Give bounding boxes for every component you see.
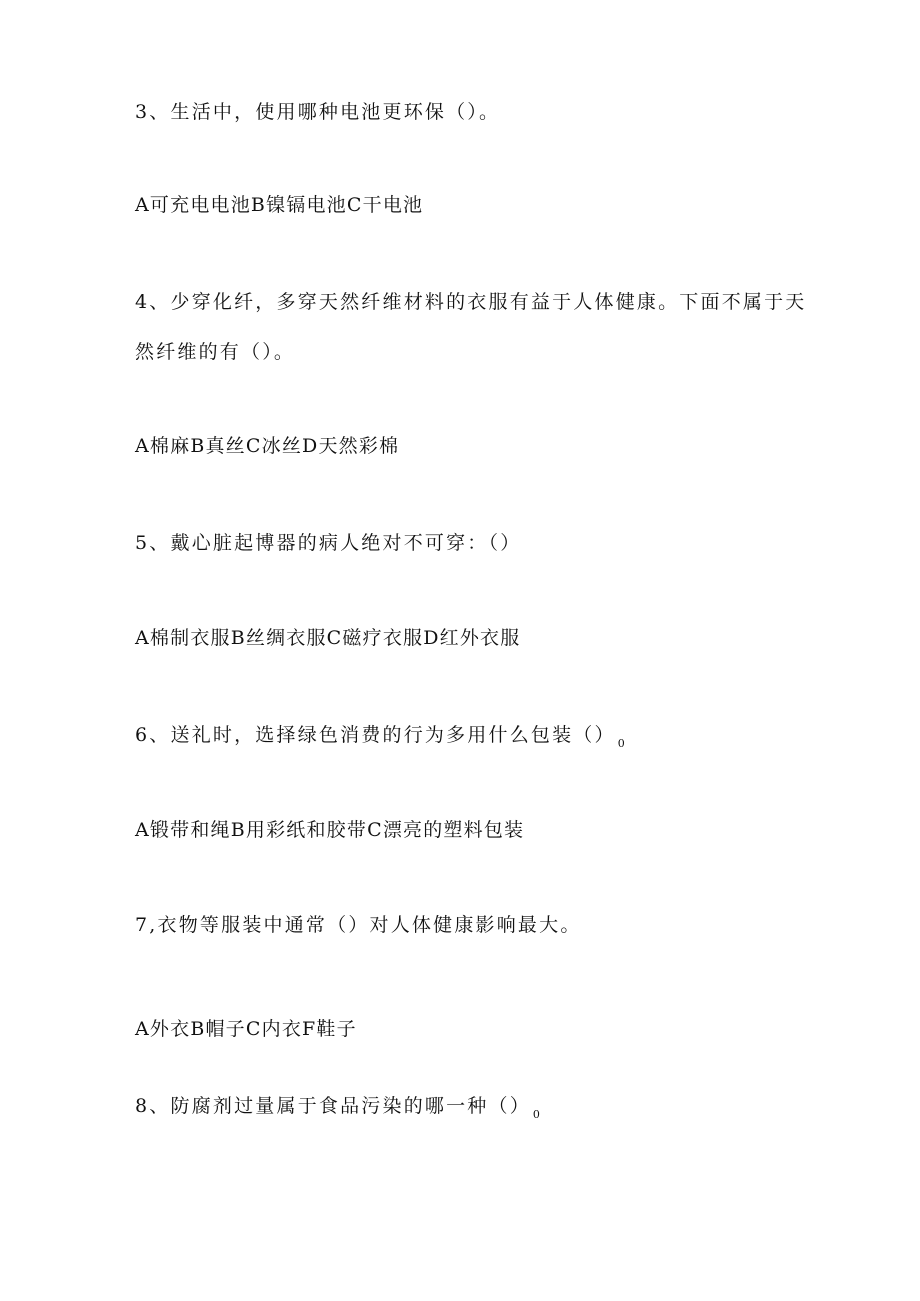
- question-8-tail: 0: [532, 1108, 543, 1121]
- question-8-text: 8、防腐剂过量属于食品污染的哪一种（）: [135, 1095, 531, 1117]
- question-8: [135, 1094, 542, 1127]
- question-3-options: A可充电电池B镍镉电池C干电池: [135, 194, 424, 216]
- question-6-options: A锻带和绳B用彩纸和胶带C漂亮的塑料包装: [135, 819, 525, 841]
- question-4-line-1: 4、少穿化纤，多穿天然纤维材料的衣服有益于人体健康。下面不属于天: [135, 291, 807, 313]
- question-5-options: A棉制衣服B丝绸衣服C磁疗衣服D红外衣服: [135, 627, 521, 649]
- question-6-tail: 0: [617, 737, 627, 750]
- question-7-options: A外衣B帽子C内衣F鞋子: [135, 1018, 357, 1040]
- question-4-line-2: 然纤维的有（）。: [135, 341, 296, 363]
- question-3: 3、生活中，使用哪种电池更环保（）。: [135, 101, 501, 123]
- question-5: 5、戴心脏起博器的病人绝对不可穿：（）: [135, 532, 522, 554]
- question-7: 7,衣物等服装中通常（）对人体健康影响最大。: [135, 914, 582, 936]
- question-6-text: 6、送礼时，选择绿色消费的行为多用什么包装（）: [135, 724, 616, 746]
- question-6: [135, 723, 627, 756]
- question-4-options: A棉麻B真丝C冰丝D天然彩棉: [135, 435, 400, 457]
